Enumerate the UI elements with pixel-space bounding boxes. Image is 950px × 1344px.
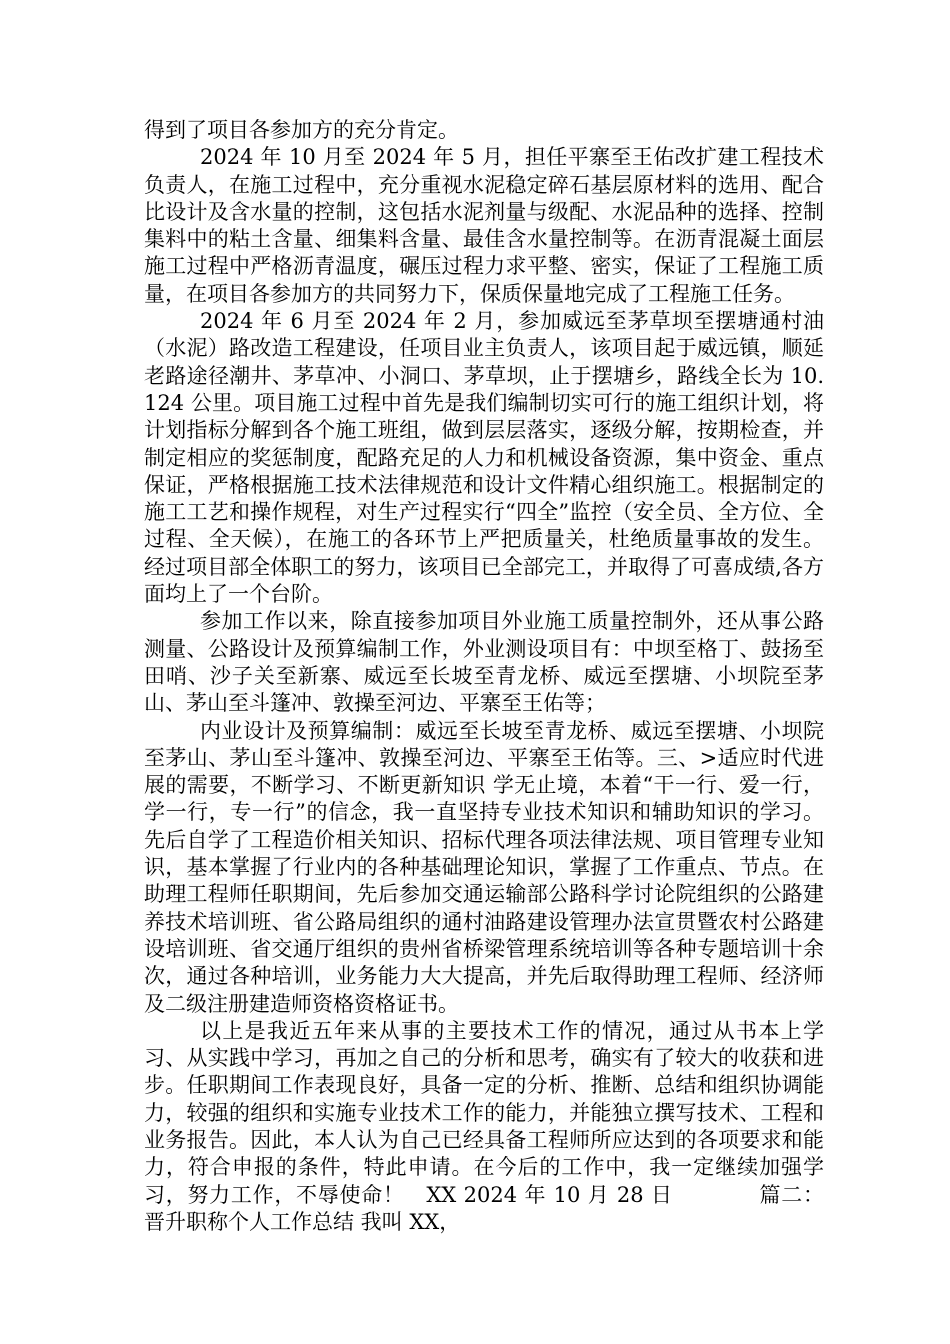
- paragraph-weiyuan-project: 2024 年 6 月至 2024 年 2 月，参加威远至茅草坝至摆塘通村油（水泥）路改造工程建设，任项目业主负责人，该项目起于威远镇，顺延老路途径潮井、茅草冲、小洞口、茅草坝，止于摆塘乡，路线全长为 10.124 公里。项目施工过程中首先是我们编制切实可行的施工组织计划，将计划指标分解到各个施工班组，做到层层落实，逐级分解，按期检查，并制定相应的奖惩制度，配路充足的人力和机械设备资源，集中资金、重点保证，严格根据施工技术法律规范和设计文件精心组织施工。根据制定的施工工艺和操作规程，对生产过程实行“四全”监控（安全员、全方位、全过程、全天候），在施工的各环节上严把质量关，杜绝质量事故的发生。经过项目部全体职工的努力，该项目已全部完工，并取得了可喜成绩,各方面均上了一个台阶。: [144, 309, 824, 607]
- paragraph-pingzhai-project: 2024 年 10 月至 2024 年 5 月，担任平寨至王佑改扩建工程技术负责人，在施工过程中，充分重视水泥稳定碎石基层原材料的选用、配合比设计及含水量的控制，这包括水泥剂量与级配、水泥品种的选择、控制集料中的粘土含量、细集料含量、最佳含水量控制等。在沥青混凝土面层施工过程中严格沥青温度，碾压过程力求平整、密实，保证了工程施工质量，在项目各参加方的共同努力下，保质保量地完成了工程施工任务。: [144, 145, 824, 306]
- paragraph-continuation: 得到了项目各参加方的充分肯定。: [144, 118, 459, 142]
- paragraph-summary: 以上是我近五年来从事的主要技术工作的情况，通过从书本上学习、从实践中学习，再加之自己的分析和思考，确实有了较大的收获和进步。任职期间工作表现良好，具备一定的分析、推断、总结和组织协调能力，较强的组织和实施专业技术工作的能力，并能独立撰写技术、工程和业务报告。因此，本人认为自己已经具备工程师所应达到的各项要求和能力，符合申报的条件，特此申请。在今后的工作中，我一定继续加强学习，努力工作，不辱使命！ XX 2024 年 10 月 28 日 篇二：晋升职称个人工作总结 我叫 XX，: [144, 1018, 824, 1234]
- paragraph-survey-work: 参加工作以来，除直接参加项目外业施工质量控制外，还从事公路测量、公路设计及预算编制工作，外业测设项目有：中坝至格丁、鼓扬至田哨、沙子关至新寨、威远至长坡至青龙桥、威远至摆塘、小坝院至茅山、茅山至斗篷冲、敦操至河边、平寨至王佑等；: [144, 609, 824, 716]
- paragraph-design-and-study: 内业设计及预算编制：威远至长坡至青龙桥、威远至摆塘、小坝院至茅山、茅山至斗篷冲、敦操至河边、平寨至王佑等。三、>适应时代进展的需要，不断学习、不断更新知识 学无止境，本着“干一行、爱一行，学一行，专一行”的信念，我一直坚持专业技术知识和辅助知识的学习。先后自学了工程造价相关知识、招标代理各项法律法规、项目管理专业知识，基本掌握了行业内的各种基础理论知识，掌握了工作重点、节点。在助理工程师任职期间，先后参加交通运输部公路科学讨论院组织的公路建养技术培训班、省公路局组织的通村油路建设管理办法宣贯暨农村公路建设培训班、省交通厅组织的贵州省桥梁管理系统培训等各种专题培训十余次，通过各种培训，业务能力大大提高，并先后取得助理工程师、经济师及二级注册建造师资格资格证书。: [144, 718, 824, 1016]
- document-page: [144, 117, 824, 1236]
